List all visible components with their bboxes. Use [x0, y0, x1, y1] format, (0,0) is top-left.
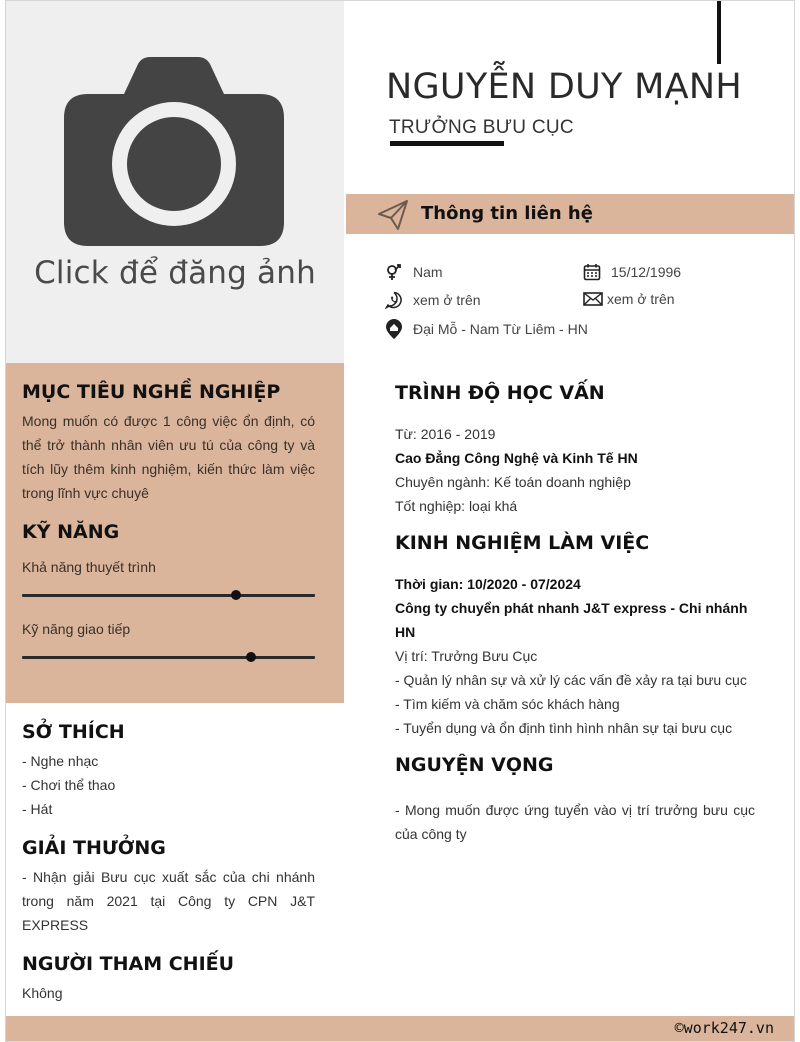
- list-item: - Hát: [22, 801, 53, 817]
- skill-slider-handle[interactable]: [246, 652, 256, 662]
- skill-item: [22, 621, 315, 659]
- list-item: - Nghe nhạc: [22, 753, 99, 769]
- skill-label: Kỹ năng giao tiếp: [22, 621, 131, 637]
- left-lower-panel: [6, 703, 344, 1005]
- right-main-content: [395, 382, 755, 846]
- contact-birthday: [583, 263, 681, 281]
- calendar-icon: [583, 263, 601, 281]
- skill-slider[interactable]: [22, 656, 315, 659]
- education-school: Cao Đẳng Công Nghệ và Kinh Tế HN: [395, 450, 638, 466]
- hobbies-list: [22, 749, 315, 821]
- email-value: xem ở trên: [607, 291, 675, 307]
- experience-period: Thời gian: 10/2020 - 07/2024: [395, 576, 581, 592]
- contact-gender: [385, 263, 443, 281]
- education-period: Từ: 2016 - 2019: [395, 426, 496, 442]
- awards-title: GIẢI THƯỞNG: [22, 837, 166, 859]
- camera-icon: [64, 54, 284, 246]
- references-text: Không: [22, 985, 63, 1001]
- list-item: - Chơi thể thao: [22, 777, 116, 793]
- address-value: Đại Mỗ - Nam Từ Liêm - HN: [413, 321, 588, 337]
- gender-icon: [385, 263, 403, 281]
- experience-block: [395, 572, 755, 740]
- contact-address: [385, 318, 588, 340]
- contact-title: Thông tin liên hệ: [421, 203, 593, 224]
- gender-value: Nam: [413, 264, 443, 280]
- skill-label: Khả năng thuyết trình: [22, 559, 156, 575]
- photo-upload[interactable]: [6, 1, 344, 363]
- email-icon: [583, 291, 603, 307]
- aspiration-text: - Mong muốn được ứng tuyển vào vị trí trưởng bưu cục của công ty: [395, 802, 755, 842]
- header-accent-bar: [717, 1, 721, 64]
- skill-item: [22, 559, 315, 597]
- education-title: TRÌNH ĐỘ HỌC VẤN: [395, 382, 605, 404]
- education-grade: Tốt nghiệp: loại khá: [395, 498, 518, 514]
- contact-phone: [385, 291, 481, 309]
- phone-value: xem ở trên: [413, 292, 481, 308]
- objective-text: Mong muốn có được 1 công việc ổn định, có thể trở thành nhân viên ưu tú của công ty và tích lũy thêm kinh nghiệm, kiến thức làm việc trong lĩnh vực chuyê: [22, 413, 315, 501]
- objective-title: MỤC TIÊU NGHỀ NGHIỆP: [22, 381, 281, 403]
- experience-duty: - Tìm kiếm và chăm sóc khách hàng: [395, 696, 620, 712]
- awards-text: - Nhận giải Bưu cục xuất sắc của chi nhánh trong năm 2021 tại Công ty CPN J&T EXPRESS: [22, 869, 315, 933]
- education-major: Chuyên ngành: Kế toán doanh nghiệp: [395, 474, 631, 490]
- skill-slider[interactable]: [22, 594, 315, 597]
- cv-page: [5, 0, 795, 1042]
- experience-company: Công ty chuyển phát nhanh J&T express - Chi nhánh HN: [395, 600, 748, 640]
- candidate-name: NGUYỄN DUY MẠNH: [386, 67, 742, 107]
- experience-duty: - Tuyển dụng và ổn định tình hình nhân sự tại bưu cục: [395, 720, 733, 736]
- phone-icon: [385, 291, 403, 309]
- experience-duty: - Quản lý nhân sự và xử lý các vấn đề xảy ra tại bưu cục: [395, 672, 747, 688]
- photo-upload-label: Click để đăng ảnh: [34, 255, 316, 291]
- skill-slider-handle[interactable]: [231, 590, 241, 600]
- paper-plane-icon: [376, 198, 410, 232]
- contact-header: [346, 194, 795, 234]
- left-accent-panel: [6, 363, 344, 703]
- footer-bar: [6, 1016, 795, 1042]
- hobbies-title: SỞ THÍCH: [22, 721, 125, 743]
- education-block: [395, 422, 755, 518]
- footer-credit: ©work247.vn: [674, 1019, 774, 1037]
- skills-title: KỸ NĂNG: [22, 521, 120, 543]
- experience-position: Vị trí: Trưởng Bưu Cục: [395, 648, 538, 664]
- job-title: TRƯỞNG BƯU CỤC: [389, 117, 574, 138]
- aspiration-title: NGUYỆN VỌNG: [395, 754, 554, 776]
- birthday-value: 15/12/1996: [611, 264, 682, 280]
- location-pin-icon: [385, 318, 403, 340]
- references-title: NGƯỜI THAM CHIẾU: [22, 953, 235, 975]
- job-title-underline: [390, 141, 504, 146]
- contact-email: [583, 291, 675, 307]
- experience-title: KINH NGHIỆM LÀM VIỆC: [395, 532, 650, 554]
